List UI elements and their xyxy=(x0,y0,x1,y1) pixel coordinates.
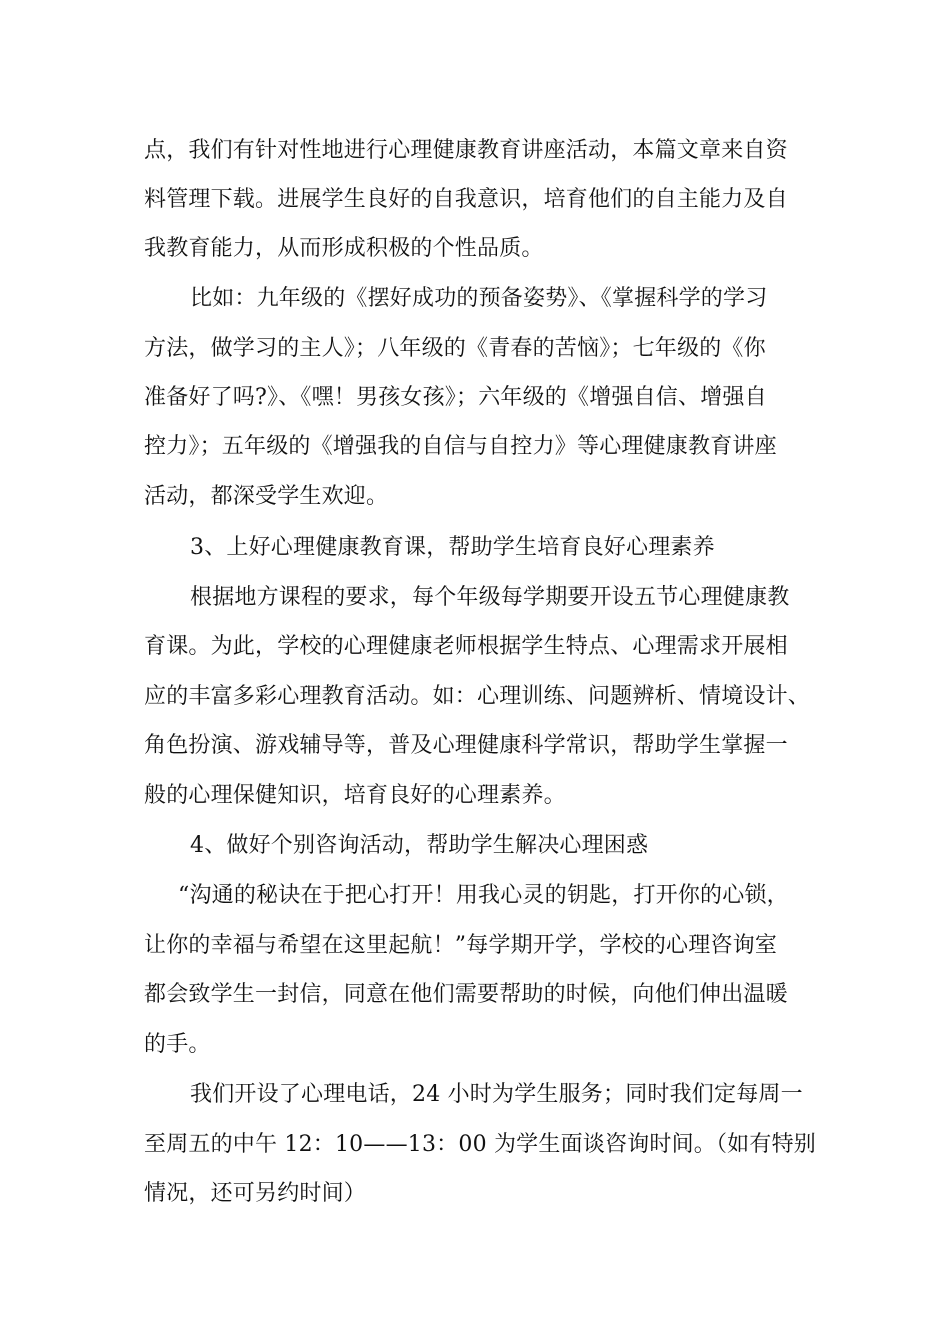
text-line: 的手。 xyxy=(144,1032,211,1057)
text-line: 情况，还可另约时间） xyxy=(144,1181,367,1206)
text-line: 点，我们有针对性地进行心理健康教育讲座活动，本篇文章来自资 xyxy=(144,138,788,163)
text-line: 都会致学生一封信，同意在他们需要帮助的时候，向他们伸出温暖 xyxy=(144,982,788,1007)
text-line: 让你的幸福与希望在这里起航！”每学期开学，学校的心理咨询室 xyxy=(144,933,778,958)
text-line: 应的丰富多彩心理教育活动。如：心理训练、问题辨析、情境设计、 xyxy=(144,684,811,709)
text-line: 育课。为此，学校的心理健康老师根据学生特点、心理需求开展相 xyxy=(144,634,788,659)
text-line: 控力》；五年级的《增强我的自信与自控力》等心理健康教育讲座 xyxy=(144,434,777,459)
text-line: “沟通的秘诀在于把心打开！用我心灵的钥匙，打开你的心锁， xyxy=(178,883,789,908)
text-line: 角色扮演、游戏辅导等，普及心理健康科学常识，帮助学生掌握一 xyxy=(144,733,788,758)
text-line: 料管理下载。进展学生良好的自我意识，培育他们的自主能力及自 xyxy=(144,187,788,212)
text-line: 比如：九年级的《摆好成功的预备姿势》、《掌握科学的学习 xyxy=(190,286,768,311)
text-line: 准备好了吗?》、《嘿！男孩女孩》；六年级的《增强自信、增强自 xyxy=(144,385,767,410)
text-line: 般的心理保健知识，培育良好的心理素养。 xyxy=(144,783,566,808)
text-line: 我教育能力，从而形成积极的个性品质。 xyxy=(144,236,544,261)
text-line: 根据地方课程的要求，每个年级每学期要开设五节心理健康教 xyxy=(190,585,790,610)
text-line: 活动，都深受学生欢迎。 xyxy=(144,484,389,509)
text-line: 我们开设了心理电话，24 小时为学生服务；同时我们定每周一 xyxy=(190,1082,803,1107)
section-heading: 3、上好心理健康教育课，帮助学生培育良好心理素养 xyxy=(190,535,715,560)
section-heading: 4、做好个别咨询活动，帮助学生解决心理困惑 xyxy=(190,833,649,858)
text-line: 至周五的中午 12：10——13：00 为学生面谈咨询时间。（如有特别 xyxy=(144,1132,816,1157)
text-line: 方法，做学习的主人》；八年级的《青春的苦恼》；七年级的《你 xyxy=(144,336,766,361)
